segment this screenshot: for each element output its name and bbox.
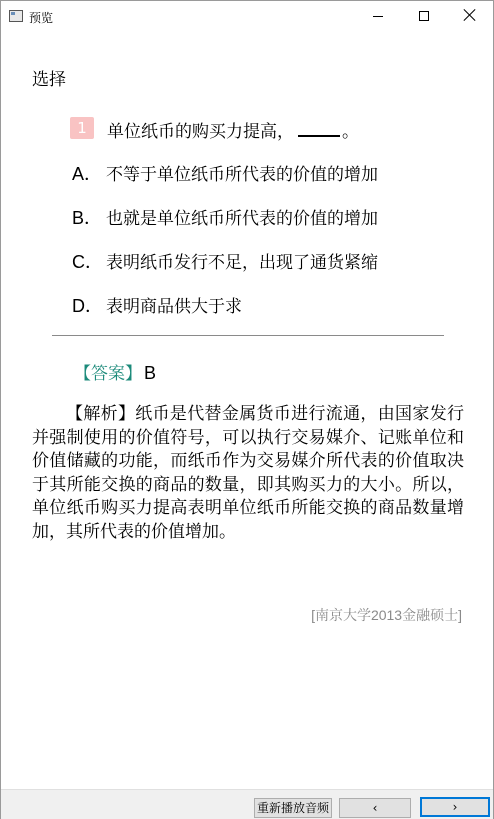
replay-audio-button[interactable]: 重新播放音频 [254,798,332,818]
question-number-badge: 1 [70,117,94,139]
answer-label: 【答案】 [74,364,142,384]
option-text: 不等于单位纸币所代表的价值的增加 [106,165,378,185]
bottom-toolbar [1,789,493,819]
option-a[interactable] [72,160,378,186]
chevron-right-icon: › [452,800,458,814]
next-button[interactable] [420,797,490,817]
answer-value: B [144,363,157,383]
close-icon [463,8,477,22]
section-title: 选择 [32,70,66,90]
analysis-paragraph [32,403,464,545]
analysis-label: 【解析】 [66,404,136,424]
previous-button[interactable] [339,798,411,818]
question-stem-end: 。 [342,122,359,142]
question-source: [南京大学2013金融硕士] [311,607,462,623]
chevron-left-icon: ‹ [372,801,378,815]
answer-line [74,359,156,384]
option-letter: C． [72,252,103,272]
maximize-icon [419,11,429,21]
window-title: 预览 [29,11,54,25]
minimize-icon [373,16,383,17]
option-letter: D． [72,296,103,316]
option-text: 表明商品供大于求 [106,297,242,317]
app-window-icon [9,10,23,22]
option-letter: B． [72,208,103,228]
option-letter: A． [72,164,103,184]
question-stem [107,117,359,142]
option-text: 也就是单位纸币所代表的价值的增加 [106,209,378,229]
option-text: 表明纸币发行不足，出现了通货紧缩 [106,253,378,273]
question-content [1,31,493,789]
option-c[interactable] [72,248,378,274]
title-bar [1,1,493,31]
divider [52,335,444,336]
analysis-text: 纸币是代替金属货币进行流通，由国家发行并强制使用的价值符号，可以执行交易媒介、记账单位和价值储藏的功能，而纸币作为交易媒介所代表的价值取决于其所能交换的商品的数量，即其购买力的大小。所以，单位纸币购买力提高表明单位纸币所能交换的商品数量增加，其所代表的价值增加。 [32,404,465,542]
close-button[interactable] [447,1,493,31]
question-stem-text: 单位纸币的购买力提高， [107,122,294,142]
minimize-button[interactable] [355,1,401,31]
answer-blank [298,119,340,137]
maximize-button[interactable] [401,1,447,31]
option-d[interactable] [72,292,242,318]
option-b[interactable] [72,204,378,230]
